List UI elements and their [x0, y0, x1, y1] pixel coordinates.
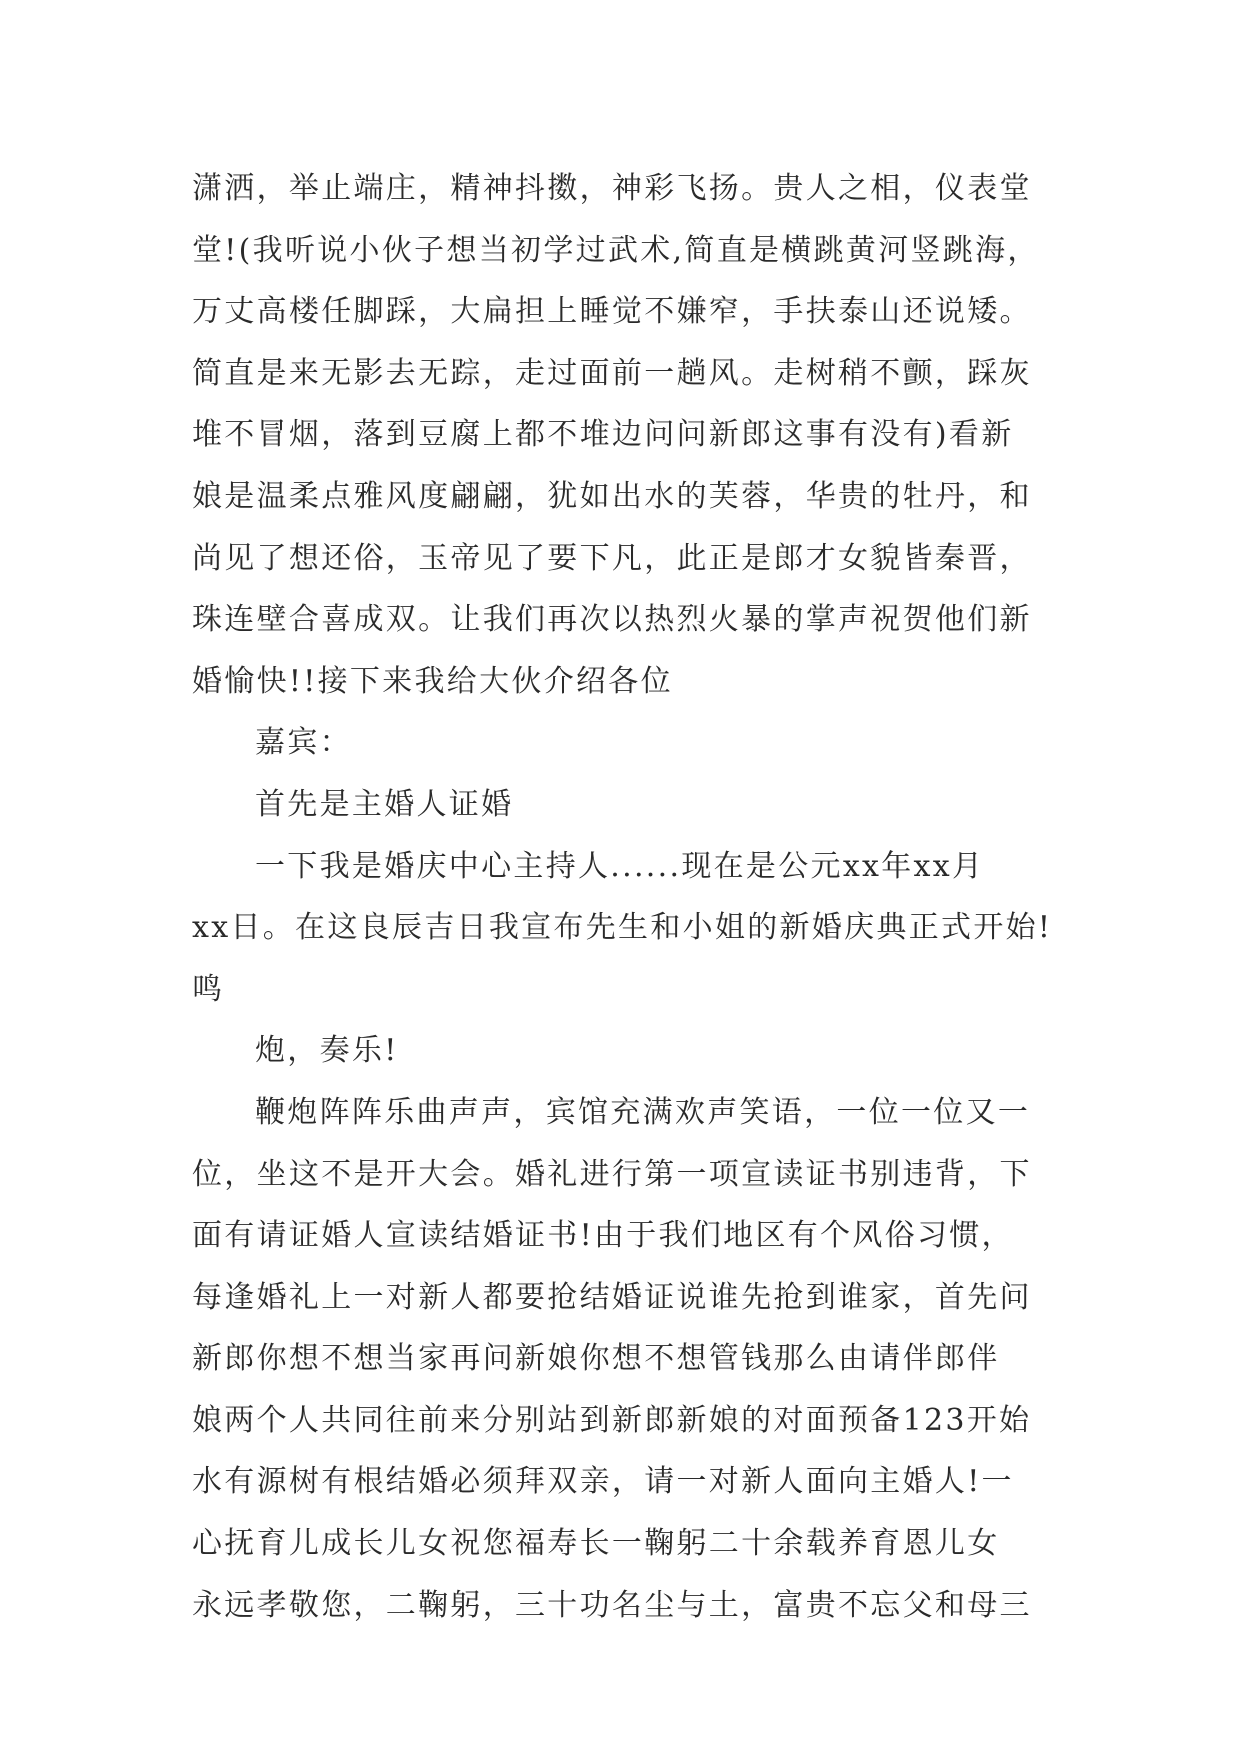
text-line: 嘉宾： [255, 725, 352, 761]
text-line: 水有源树有根结婚必须拜双亲，请一对新人面向主婚人!一 [192, 1464, 1014, 1500]
text-line: 鸣 [192, 971, 225, 1007]
text-line: 心抚育儿成长儿女祝您福寿长一鞠躬二十余载养育恩儿女 [192, 1526, 1000, 1562]
text-line: xx日。在这良辰吉日我宣布先生和小姐的新婚庆典正式开始! [192, 910, 1053, 946]
text-line: 面有请证婚人宣读结婚证书!由于我们地区有个风俗习惯， [192, 1218, 1014, 1254]
text-line: 娘两个人共同往前来分别站到新郎新娘的对面预备123开始 [192, 1402, 1032, 1438]
text-line: 尚见了想还俗，玉帝见了要下凡，此正是郎才女貌皆秦晋， [192, 540, 1032, 576]
body-text [192, 158, 1072, 1636]
text-line: 潇洒，举止端庄，精神抖擞，神彩飞扬。贵人之相，仪表堂 [192, 171, 1032, 206]
text-line: 永远孝敬您，二鞠躬，三十功名尘与土，富贵不忘父和母三 [192, 1587, 1032, 1623]
text-line: 婚愉快!!接下来我给大伙介绍各位 [192, 663, 673, 699]
text-line: 每逢婚礼上一对新人都要抢结婚证说谁先抢到谁家，首先问 [192, 1279, 1032, 1315]
text-line: 堆不冒烟，落到豆腐上都不堆边问问新郎这事有没有)看新 [192, 417, 1014, 453]
text-line: 一下我是婚庆中心主持人......现在是公元xx年xx月 [255, 848, 985, 884]
text-line: 简直是来无影去无踪，走过面前一趟风。走树稍不颤，踩灰 [192, 355, 1032, 391]
text-line: 堂!(我听说小伙子想当初学过武术,简直是横跳黄河竖跳海， [192, 232, 1040, 268]
text-line: 珠连壁合喜成双。让我们再次以热烈火暴的掌声祝贺他们新 [192, 602, 1032, 638]
text-line: 首先是主婚人证婚 [255, 786, 514, 822]
text-line: 位，坐这不是开大会。婚礼进行第一项宣读证书别违背，下 [192, 1156, 1032, 1192]
text-line: 万丈高楼任脚踩，大扁担上睡觉不嫌窄，手扶泰山还说矮。 [192, 294, 1032, 330]
text-line: 娘是温柔点雅风度翩翩，犹如出水的芙蓉，华贵的牡丹，和 [192, 478, 1032, 514]
text-line: 鞭炮阵阵乐曲声声，宾馆充满欢声笑语，一位一位又一 [255, 1094, 1031, 1130]
text-line: 新郎你想不想当家再问新娘你想不想管钱那么由请伴郎伴 [192, 1341, 1000, 1377]
text-line: 炮，奏乐! [255, 1033, 399, 1069]
